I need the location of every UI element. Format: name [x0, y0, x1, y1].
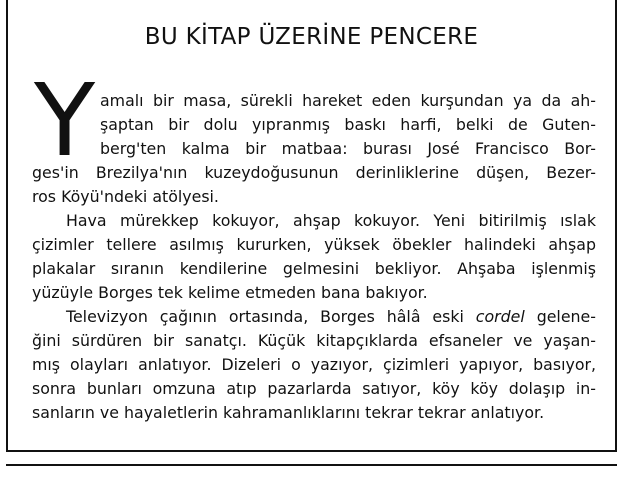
text-line: sonra bunları omzuna atıp pazarlarda satıyor, köy köy dolaşıp in-: [32, 379, 596, 398]
text-segment: gelene-: [536, 307, 596, 326]
text-line: berg'ten kalma bir matbaa: burası José Francisco Bor-: [100, 139, 596, 158]
text-segment: Televizyon çağının ortasında, Borges hâlâ eski: [66, 307, 464, 326]
text-line: ges'in Brezilya'nın kuzeydoğusunun derinliklerine düşen, Bezer-: [32, 163, 596, 182]
text-line: ros Köyü'ndeki atölyesi.: [32, 187, 219, 206]
text-line: sanların ve hayaletlerin kahramanlıklarını tekrar tekrar anlatıyor.: [32, 403, 545, 422]
text-line-mixed: [66, 307, 596, 327]
article-frame: [6, 0, 617, 452]
text-line: amalı bir masa, sürekli hareket eden kurşundan ya da ah-: [100, 91, 596, 110]
text-line: şaptan bir dolu yıpranmış baskı harfi, belki de Guten-: [100, 115, 596, 134]
text-line: çizimler tellere asılmış kururken, yüksek öbekler halindeki ahşap: [32, 235, 596, 254]
drop-cap-letter: Y: [34, 62, 96, 179]
text-line: ğini sürdüren bir sanatçı. Küçük kitapçıklarda efsaneler ve yaşan-: [32, 331, 596, 350]
article-title: BU KİTAP ÜZERİNE PENCERE: [144, 24, 479, 50]
bottom-rule: [6, 464, 617, 466]
text-line: plakalar sıranın kendilerine gelmesini bekliyor. Ahşaba işlenmiş: [32, 259, 596, 278]
text-line: mış olayları anlatıyor. Dizeleri o yazıyor, çizimleri yapıyor, basıyor,: [32, 355, 596, 374]
text-line: Hava mürekkep kokuyor, ahşap kokuyor. Yeni bitirilmiş ıslak: [66, 211, 596, 230]
text-line: yüzüyle Borges tek kelime etmeden bana bakıyor.: [32, 283, 428, 302]
italic-term: cordel: [475, 307, 525, 326]
